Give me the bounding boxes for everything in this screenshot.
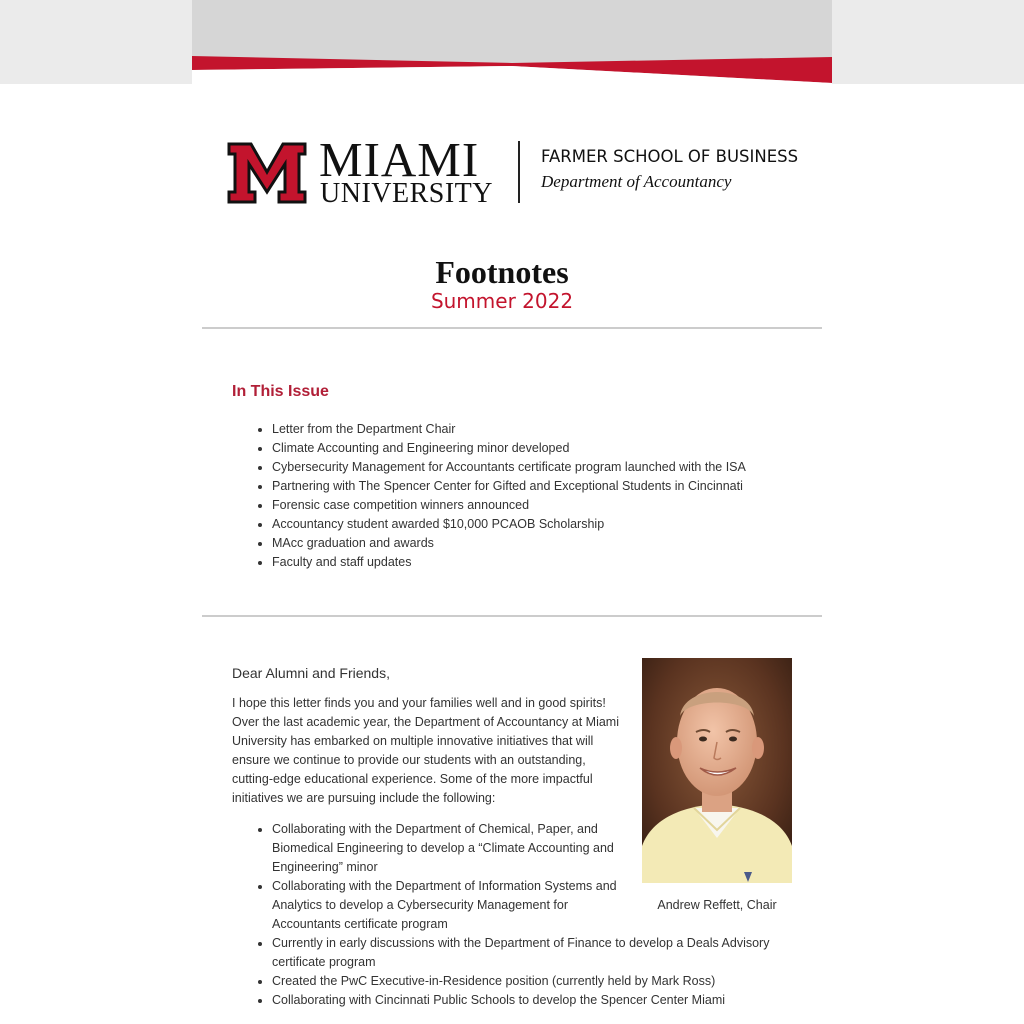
list-item: • Created the PwC Executive-in-Residence position (currently held by Mark Ross)	[272, 972, 792, 991]
list-item: • Forensic case competition winners announced	[272, 496, 746, 515]
newsletter-body	[192, 84, 832, 1024]
photo-caption: Andrew Reffett, Chair	[657, 898, 777, 912]
logo-divider	[518, 141, 520, 203]
newsletter-masthead	[192, 256, 812, 312]
in-this-issue-list	[232, 420, 746, 572]
miami-m-logo-icon	[227, 142, 307, 204]
list-item: • Collaborating with Cincinnati Public Schools to develop the Spencer Center Miami	[272, 991, 792, 1010]
section-divider	[202, 615, 822, 617]
logo-school-name: FARMER SCHOOL OF BUSINESS	[541, 147, 799, 166]
chair-photo-block	[642, 658, 792, 913]
chair-letter	[232, 664, 792, 1010]
header-banner	[192, 0, 832, 84]
logo-university-text: UNIVERSITY	[320, 178, 493, 209]
list-item: • Collaborating with the Department of Information Systems and Analytics to develop a Cybersecurity Management for Accountants certificate program	[272, 877, 792, 934]
logo-miami-text: MIAMI	[319, 132, 480, 187]
list-item: • Climate Accounting and Engineering minor developed	[272, 439, 746, 458]
list-item: • MAcc graduation and awards	[272, 534, 746, 553]
list-item: • Currently in early discussions with the Department of Finance to develop a Deals Advisory certificate program	[272, 934, 792, 972]
section-divider	[202, 327, 822, 329]
letter-greeting: Dear Alumni and Friends,	[232, 665, 390, 681]
list-item: • Collaborating with the Department of Chemical, Paper, and Biomedical Engineering to develop a “Climate Accounting and Engineering” minor	[272, 820, 792, 877]
newsletter-title: Footnotes	[435, 254, 569, 290]
list-item: • Partnering with The Spencer Center for Gifted and Exceptional Students in Cincinnati	[272, 477, 746, 496]
list-item: • Accountancy student awarded $10,000 PCAOB Scholarship	[272, 515, 746, 534]
letter-intro-paragraph: I hope this letter finds you and your families well and in good spirits! Over the last academic year, the Department of Accountancy at Miami University has embarked on multiple innovative initiatives that will ensure we continue to provide our students with an outstanding, cutting-edge educational experience. Some of the more impactful initiatives we are pursuing include the following:	[232, 696, 619, 805]
in-this-issue-heading: In This Issue	[232, 383, 329, 400]
list-item: • Cybersecurity Management for Accountants certificate program launched with the ISA	[272, 458, 746, 477]
chair-portrait-photo	[642, 658, 792, 883]
newsletter-edition: Summer 2022	[430, 289, 574, 313]
list-item: • Faculty and staff updates	[272, 553, 746, 572]
logo-department-name: Department of Accountancy	[541, 172, 732, 191]
miami-university-logo[interactable]	[227, 132, 807, 209]
list-item: • Letter from the Department Chair	[272, 420, 746, 439]
